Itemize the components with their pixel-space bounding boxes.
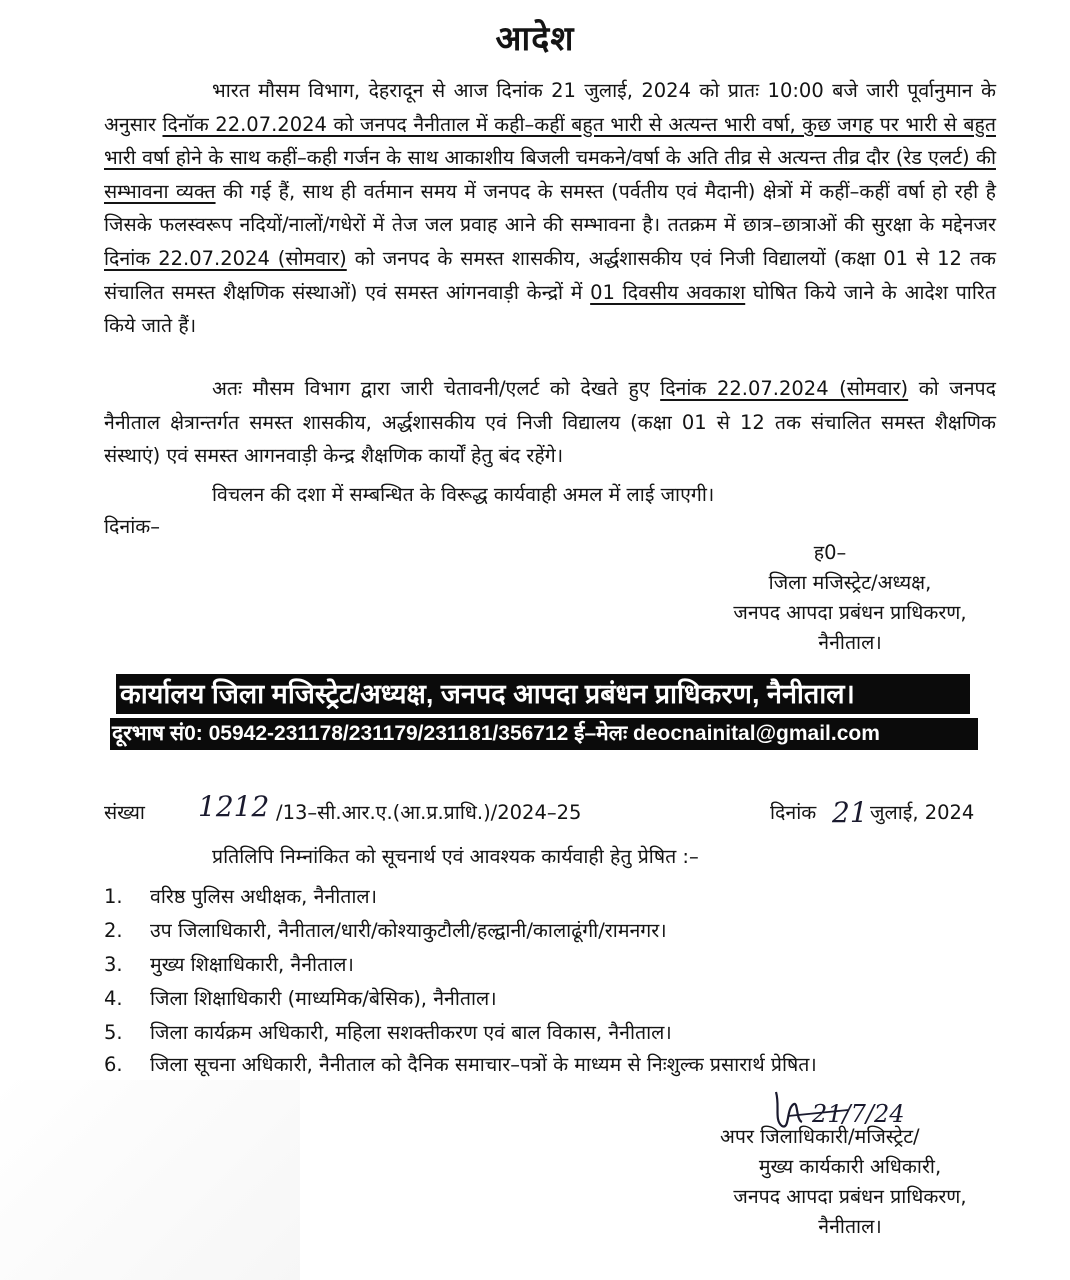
document-title: आदेश (495, 19, 575, 59)
adm-designation: अपर जिलाधिकारी/मजिस्ट्रेट/ (720, 1125, 920, 1148)
reference-number-handwritten: 1212 (198, 790, 270, 823)
phone-label: दूरभाष सं0: (112, 722, 209, 745)
photo-shadow (0, 1080, 300, 1280)
dm-location: नैनीताल। (818, 631, 882, 654)
order-paragraph-2 (104, 372, 996, 473)
adm-authority: जनपद आपदा प्रबंधन प्राधिकरण, (733, 1185, 967, 1208)
order-paragraph-1 (104, 74, 996, 343)
para1-holiday-underlined: 01 दिवसीय अवकाश (590, 280, 746, 304)
signature-date-handwritten: 21/7/24 (812, 1100, 905, 1128)
reference-date-label: दिनांक (770, 801, 817, 824)
reference-label: संख्या (104, 801, 145, 824)
signature-block-adm (690, 1122, 1010, 1242)
order-paragraph-3: विचलन की दशा में सम्बन्धित के विरूद्ध कार्यवाही अमल में लाई जाएगी। (212, 483, 715, 506)
para1-mid: की गई हैं, साथ ही वर्तमान समय में जनपद के समस्त (पर्वतीय एवं मैदानी) क्षेत्रों में कहीं–कहीं वर्षा हो रही है जिसके फलस्वरूप नदियों/नालों/गधेरों में तेज जल प्रवाह आने की सम्भावना है। ततक्रम में छात्र–छात्राओं की सुरक्षा के मद्देनजर (104, 179, 996, 237)
para2-date-underlined: दिनांक 22.07.2024 (सोमवार) (660, 377, 909, 400)
list-item: 3. मुख्य शिक्षाधिकारी, नैनीताल। (104, 953, 354, 976)
adm-location: नैनीताल। (818, 1215, 882, 1238)
dm-designation: जिला मजिस्ट्रेट/अध्यक्ष, (768, 571, 932, 594)
list-item: 1. वरिष्ठ पुलिस अधीक्षक, नैनीताल। (104, 885, 378, 908)
list-item: 4. जिला शिक्षाधिकारी (माध्यमिक/बेसिक), नैनीताल। (104, 987, 497, 1010)
email-address: deocnainital@gmail.com (633, 722, 880, 745)
reference-date-handwritten: 21 (832, 796, 868, 829)
list-item: 2. उप जिलाधिकारी, नैनीताल/धारी/कोश्याकुटौली/हल्द्वानी/कालाढूंगी/रामनगर। (104, 919, 667, 942)
list-item: 5. जिला कार्यक्रम अधिकारी, महिला सशक्तीकरण एवं बाल विकास, नैनीताल। (104, 1021, 672, 1044)
date-label: दिनांक– (104, 515, 161, 538)
reference-code: /13–सी.आर.ए.(आ.प्र.प्राधि.)/2024–25 (276, 801, 582, 824)
para2-intro: अतः मौसम विभाग द्वारा जारी चेतावनी/एलर्ट को देखते हुए (212, 377, 661, 400)
contact-band (110, 718, 978, 750)
office-letterhead: कार्यालय जिला मजिस्ट्रेट/अध्यक्ष, जनपद आपदा प्रबंधन प्राधिकरण, नैनीताल। (116, 674, 970, 714)
para1-intro: भारत मौसम विभाग, देहरादून से आज दिनांक 21 जुलाई, 2024 को प्रातः 10:00 बजे जारी पूर्वानुमान के अनुसार (104, 79, 996, 136)
para1-mid2: को जनपद के समस्त शासकीय, अर्द्धशासकीय एवं निजी विद्यालयों (कक्षा 01 से 12 तक संचालित समस्त शैक्षणिक संस्थाओं) एवं समस्त आंगनवाड़ी केन्द्रों में (104, 246, 996, 304)
para1-forecast-underlined: दिनॉक 22.07.2024 को जनपद नैनीताल में कही–कहीं बहुत भारी से अत्यन्त भारी वर्षा, कुछ जगह पर भारी से बहुत भारी वर्षा होने के साथ कहीं–कही गर्जन के साथ आकाशीय बिजली चमकने/वर्षा के अति तीव्र से अत्यन्त तीव्र दौर (रेड एलर्ट) की सम्भावना व्यक्त (104, 112, 996, 203)
list-item: 6. जिला सूचना अधिकारी, नैनीताल को दैनिक समाचार–पत्रों के माध्यम से निःशुल्क प्रसारार्थ प्रेषित। (104, 1053, 817, 1076)
para1-end: घोषित किये जाने के आदेश पारित किये जाते हैं। (104, 280, 997, 338)
dm-authority: जनपद आपदा प्रबंधन प्राधिकरण, (733, 601, 967, 624)
phone-numbers: 05942-231178/231179/231181/356712 (208, 722, 569, 745)
copy-intro: प्रतिलिपि निम्नांकित को सूचनार्थ एवं आवश्यक कार्यवाही हेतु प्रेषित :– (212, 845, 699, 868)
para1-date-underlined: दिनांक 22.07.2024 (सोमवार) (104, 246, 347, 270)
email-label: ई–मेलः (568, 722, 634, 745)
ceo-designation: मुख्य कार्यकारी अधिकारी, (758, 1155, 942, 1178)
reference-date-rest: जुलाई, 2024 (870, 801, 975, 824)
signature-block-dm (690, 538, 1010, 658)
signed-mark: ह0– (813, 541, 847, 564)
para2-rest: को जनपद नैनीताल क्षेत्रान्तर्गत समस्त शासकीय, अर्द्धशासकीय एवं निजी विद्यालय (कक्षा 01 से 12 तक संचालित समस्त शैक्षणिक संस्थाएं) एवं समस्त आगनवाड़ी केन्द्र शैक्षणिक कार्यों हेतु बंद रहेंगे। (104, 377, 996, 468)
